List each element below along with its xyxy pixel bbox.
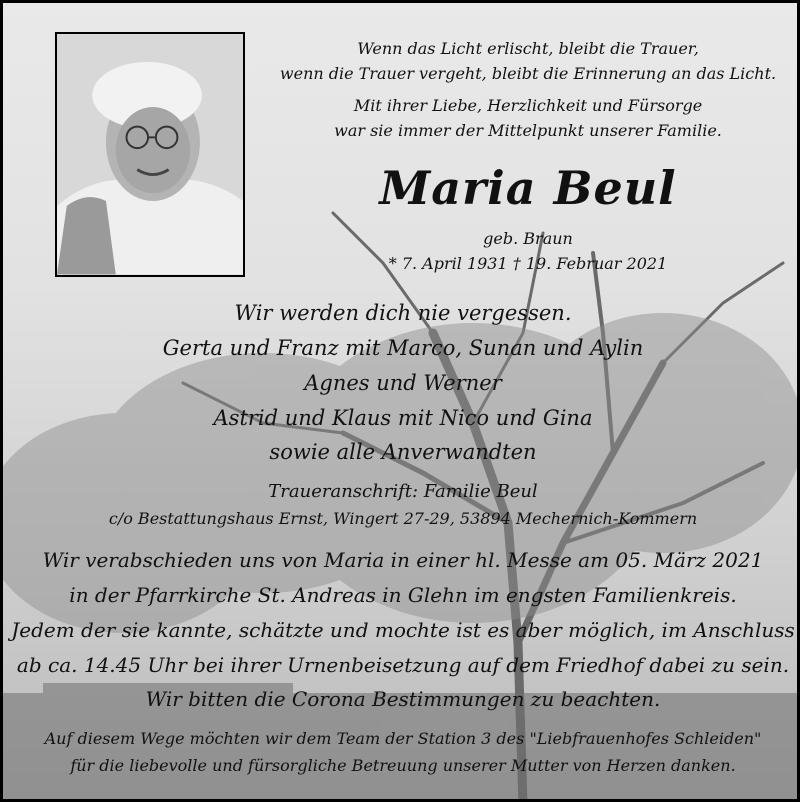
verse-line: war sie immer der Mittelpunkt unserer Familie. [334,121,722,140]
mourning-address-label: Traueranschrift: Familie Beul [268,481,538,502]
mourners-line: Gerta und Franz mit Marco, Sunan und Aylin [162,336,644,360]
thanks-line: für die liebevolle und fürsorgliche Betreuung unserer Mutter von Herzen danken. [70,756,736,775]
life-dates: * 7. April 1931 † 19. Februar 2021 [388,254,668,273]
service-line: Wir bitten die Corona Bestimmungen zu beachten. [145,687,661,711]
service-line: in der Pfarrkirche St. Andreas in Glehn im engsten Familienkreis. [69,583,737,607]
mourning-address-line: c/o Bestattungshaus Ernst, Wingert 27-29, 53894 Mechernich-Kommern [108,509,698,528]
mourners-line: sowie alle Anverwandten [269,440,537,464]
service-line: Jedem der sie kannte, schätzte und mochte ist es aber möglich, im Anschluss [11,618,795,642]
verse-line: Mit ihrer Liebe, Herzlichkeit und Fürsorge [353,96,703,115]
mourners-line: Wir werden dich nie vergessen. [234,301,572,325]
deceased-name: Maria Beul [379,161,677,215]
mourners-line: Astrid und Klaus mit Nico und Gina [213,406,593,430]
mourners-line: Agnes und Werner [304,371,502,395]
woman-portrait-image [57,34,243,275]
verse-line: Wenn das Licht erlischt, bleibt die Trauer, [357,39,699,58]
service-line: ab ca. 14.45 Uhr bei ihrer Urnenbeisetzung auf dem Friedhof dabei zu sein. [16,653,790,677]
birth-name: geb. Braun [483,229,573,248]
portrait-photo [55,32,245,277]
thanks-line: Auf diesem Wege möchten wir dem Team der Station 3 des "Liebfrauenhofes Schleiden" [44,729,762,748]
verse-line: wenn die Trauer vergeht, bleibt die Erinnerung an das Licht. [279,64,777,83]
service-line: Wir verabschieden uns von Maria in einer hl. Messe am 05. März 2021 [42,548,764,572]
